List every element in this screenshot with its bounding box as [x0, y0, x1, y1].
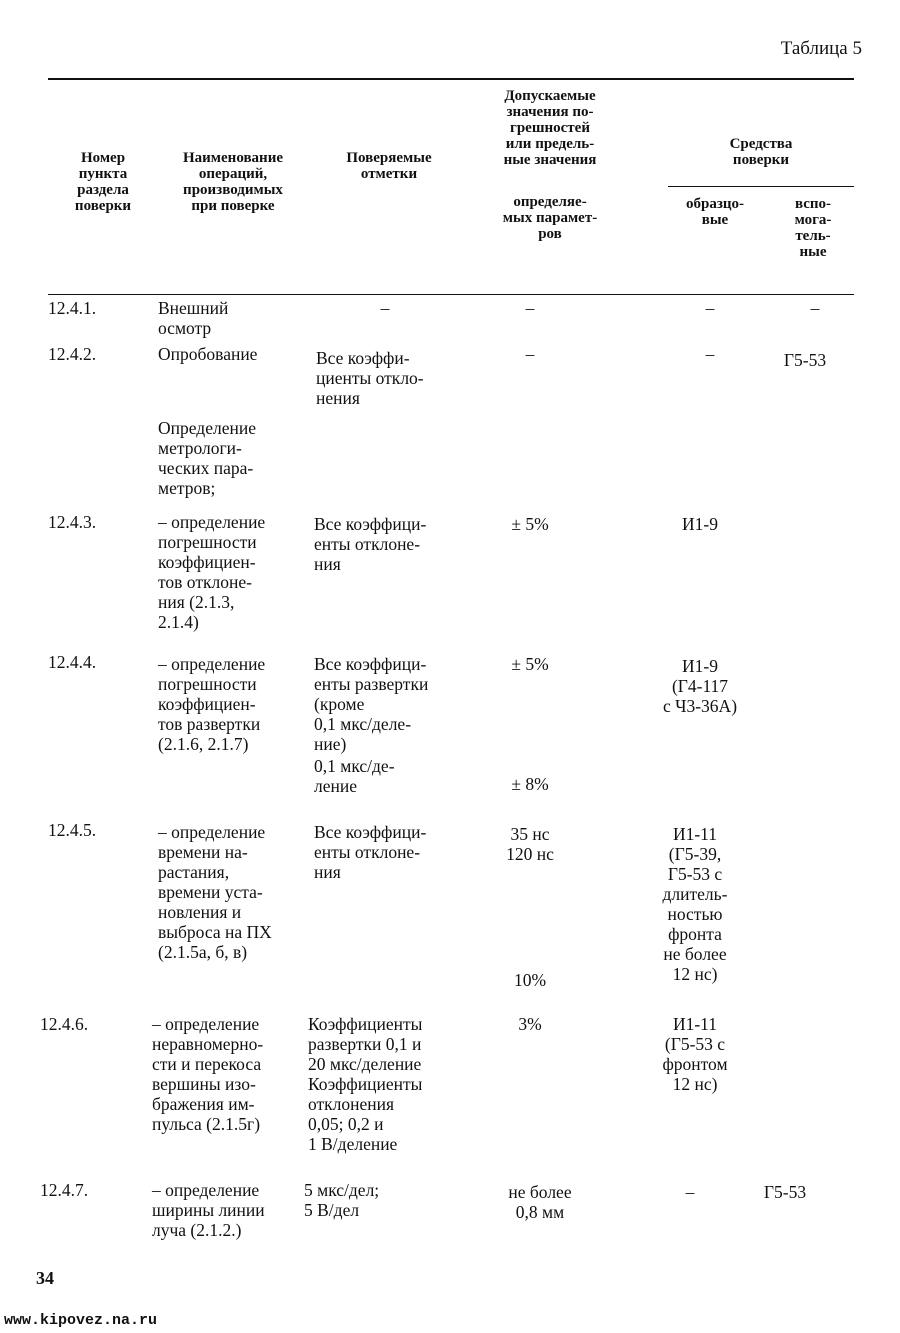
row-reference: – [705, 298, 715, 318]
row-reference: И1-11 (Г5-39, Г5-53 с длитель- ностью фронта не более 12 нс) [662, 824, 728, 984]
row-marks: Коэффициенты развертки 0,1 и 20 мкс/деление Коэффициенты отклонения 0,05; 0,2 и 1 В/деление [308, 1014, 423, 1154]
sub-header-rule [668, 186, 854, 187]
header-auxiliary-means: вспо- мога- тель- ные [794, 196, 832, 260]
row-tolerance: – [525, 298, 535, 318]
header-tolerance-top: Допускаемые значения по- грешностей или предель- ные значения [503, 88, 597, 168]
row-number: 12.4.3. [48, 512, 97, 532]
row-reference: И1-11 (Г5-53 с фронтом 12 нс) [662, 1014, 728, 1094]
row-marks: Все коэффици- енты развертки (кроме 0,1 мкс/деле- ние) [314, 654, 429, 754]
row-tolerance: ± 5% [511, 514, 549, 534]
row-tolerance: ± 5% [511, 654, 549, 674]
page-number: 34 [36, 1268, 54, 1288]
footer-url[interactable]: www.kipovez.na.ru [4, 1312, 158, 1329]
header-bottom-rule [48, 294, 854, 295]
row-number: 12.4.7. [40, 1180, 89, 1200]
row-marks: 0,1 мкс/де- ление [314, 756, 395, 796]
header-item-number: Номер пункта раздела поверки [74, 150, 132, 214]
row-operation: Определение метрологи- ческих пара- метров; [158, 418, 256, 498]
top-rule [48, 78, 854, 80]
row-number: 12.4.5. [48, 820, 97, 840]
row-tolerance: ± 8% [511, 774, 549, 794]
row-auxiliary: Г5-53 [783, 350, 827, 370]
row-operation: Опробование [158, 344, 258, 364]
row-number: 12.4.1. [48, 298, 97, 318]
row-marks: – [380, 298, 390, 318]
row-tolerance: 35 нс 120 нс [506, 824, 554, 864]
row-tolerance: – [525, 344, 535, 364]
row-operation: – определение погрешности коэффициен- тов развертки (2.1.6, 2.1.7) [158, 654, 266, 754]
row-operation: Внешний осмотр [158, 298, 229, 338]
row-operation: – определение погрешности коэффициен- тов отклоне- ния (2.1.3, 2.1.4) [158, 512, 266, 632]
row-operation: – определение ширины линии луча (2.1.2.) [152, 1180, 265, 1240]
row-marks: Все коэффици- енты отклоне- ния [314, 822, 427, 882]
row-auxiliary: – [810, 298, 820, 318]
row-tolerance-secondary: 10% [513, 970, 547, 990]
header-operation-name: Наименование операций, производимых при поверке [183, 150, 283, 214]
row-reference: – [685, 1182, 695, 1202]
row-marks: Все коэффици- енты отклоне- ния [314, 514, 427, 574]
header-tolerance-bottom: определяе- мых парамет- ров [502, 194, 598, 242]
row-marks: Все коэффи- циенты откло- нения [316, 348, 424, 408]
row-operation: – определение неравномерно- сти и перекоса вершины изо- бражения им- пульса (2.1.5г) [152, 1014, 264, 1134]
row-marks: 5 мкс/дел; 5 В/дел [304, 1180, 380, 1220]
row-tolerance: 3% [518, 1014, 542, 1034]
row-reference: – [705, 344, 715, 364]
row-number: 12.4.2. [48, 344, 97, 364]
row-reference: И1-9 (Г4-117 с Ч3-36А) [662, 656, 738, 716]
row-auxiliary: Г5-53 [763, 1182, 807, 1202]
row-operation: – определение времени на- растания, времени уста- новления и выброса на ПХ (2.1.5а, б, в) [158, 822, 272, 962]
row-tolerance: не более 0,8 мм [508, 1182, 572, 1222]
table-caption: Таблица 5 [780, 38, 862, 59]
header-reference-means: образцо- вые [685, 196, 744, 228]
header-checked-marks: Поверяемые отметки [346, 150, 432, 182]
row-number: 12.4.6. [40, 1014, 89, 1034]
row-reference: И1-9 [682, 514, 718, 534]
header-verification-means: Средства поверки [729, 136, 793, 168]
row-number: 12.4.4. [48, 652, 97, 672]
